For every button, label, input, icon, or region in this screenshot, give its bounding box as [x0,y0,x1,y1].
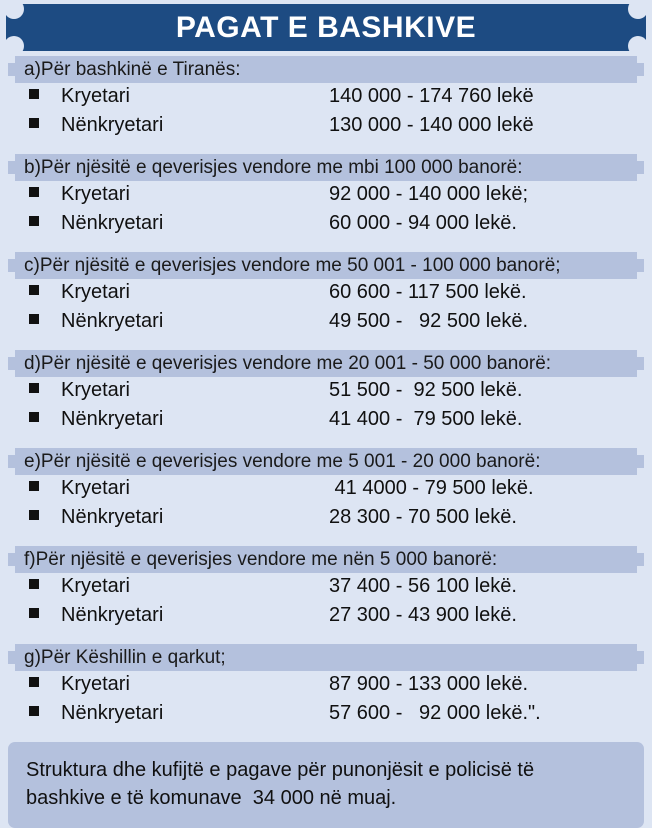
salary-row [0,379,652,408]
page-title: PAGAT E BASHKIVE [175,10,477,44]
salary-row [0,114,652,143]
salary-section [0,644,652,731]
salary-row [0,310,652,339]
salary-row-role: Nënkryetari [61,702,164,724]
salary-row [0,183,652,212]
section-rows [0,377,652,437]
band-chamfer-bottom-left [7,664,15,672]
section-heading-band [8,56,644,83]
section-heading-band [8,154,644,181]
section-heading-band [8,252,644,279]
salary-row [0,408,652,437]
ribbon-notch-top-left [4,0,24,19]
salary-row [0,673,652,702]
square-bullet-icon [29,89,39,99]
salary-row-role: Nënkryetari [61,114,164,136]
band-chamfer-top-right [637,153,645,161]
band-chamfer-top-right [637,643,645,651]
ribbon-notch-top-right [628,0,648,19]
square-bullet-icon [29,285,39,295]
section-rows [0,671,652,731]
band-chamfer-top-right [637,447,645,455]
salary-row-amount: 37 400 - 56 100 lekë. [329,575,517,597]
section-heading-label: d)Për njësitë e qeverisjes vendore me 20 001 - 50 000 banorë: [24,353,552,374]
footer-note [8,742,644,828]
title-ribbon [6,4,646,51]
salary-row-role: Kryetari [61,477,130,499]
salary-row-amount: 41 4000 - 79 500 lekë. [329,477,534,499]
salary-section [0,546,652,633]
band-chamfer-bottom-left [7,174,15,182]
section-heading-label: b)Për njësitë e qeverisjes vendore me mbi 100 000 banorë: [24,157,523,178]
salary-row-role: Kryetari [61,379,130,401]
section-rows [0,181,652,241]
ribbon-notch-bottom-left [4,36,24,56]
section-heading-label: e)Për njësitë e qeverisjes vendore me 5 001 - 20 000 banorë: [24,451,541,472]
section-heading-band [8,350,644,377]
square-bullet-icon [29,706,39,716]
section-heading-label: g)Për Këshillin e qarkut; [24,647,226,668]
band-chamfer-top-right [637,251,645,259]
square-bullet-icon [29,412,39,422]
salary-section [0,154,652,241]
band-chamfer-bottom-left [7,566,15,574]
salary-row [0,281,652,310]
square-bullet-icon [29,314,39,324]
salary-row-role: Nënkryetari [61,506,164,528]
square-bullet-icon [29,510,39,520]
section-rows [0,475,652,535]
salary-row [0,85,652,114]
salary-sections [0,56,652,731]
salary-row [0,575,652,604]
salary-row-role: Kryetari [61,183,130,205]
square-bullet-icon [29,677,39,687]
square-bullet-icon [29,216,39,226]
square-bullet-icon [29,481,39,491]
salary-row-amount: 27 300 - 43 900 lekë. [329,604,517,626]
salary-row-amount: 130 000 - 140 000 lekë [329,114,534,136]
square-bullet-icon [29,118,39,128]
salary-row-role: Kryetari [61,281,130,303]
section-rows [0,573,652,633]
band-chamfer-bottom-left [7,370,15,378]
salary-row-amount: 49 500 - 92 500 lekë. [329,310,529,332]
salary-row-role: Nënkryetari [61,408,164,430]
salary-section [0,350,652,437]
section-heading-band [8,546,644,573]
square-bullet-icon [29,187,39,197]
section-rows [0,279,652,339]
salary-row [0,506,652,535]
band-chamfer-bottom-left [7,76,15,84]
band-chamfer-top-right [637,545,645,553]
salary-row-amount: 60 000 - 94 000 lekë. [329,212,517,234]
salary-section [0,252,652,339]
salary-row-amount: 41 400 - 79 500 lekë. [329,408,523,430]
salary-section [0,448,652,535]
salary-row-amount: 87 900 - 133 000 lekë. [329,673,529,695]
section-heading-band [8,644,644,671]
footer-note-line-2: bashkive e të komunave 34 000 në muaj. [26,787,397,809]
salary-row-role: Kryetari [61,85,130,107]
salary-row-amount: 28 300 - 70 500 lekë. [329,506,517,528]
ribbon-notch-bottom-right [628,36,648,56]
salary-section [0,56,652,143]
footer-note-line-1: Struktura dhe kufijtë e pagave për punonjësit e policisë të [26,759,535,781]
salary-row-amount: 140 000 - 174 760 lekë [329,85,534,107]
section-heading-label: c)Për njësitë e qeverisjes vendore me 50 001 - 100 000 banorë; [24,255,561,276]
salary-row-role: Kryetari [61,673,130,695]
salary-row [0,604,652,633]
band-chamfer-bottom-left [7,468,15,476]
salary-row-role: Nënkryetari [61,604,164,626]
salary-row-role: Nënkryetari [61,310,164,332]
square-bullet-icon [29,579,39,589]
salary-row-role: Nënkryetari [61,212,164,234]
square-bullet-icon [29,608,39,618]
section-heading-label: f)Për njësitë e qeverisjes vendore me nën 5 000 banorë: [24,549,498,570]
salary-row [0,212,652,241]
band-chamfer-bottom-left [7,272,15,280]
section-heading-label: a)Për bashkinë e Tiranës: [24,59,241,80]
band-chamfer-top-right [637,349,645,357]
section-heading-band [8,448,644,475]
salary-row-amount: 92 000 - 140 000 lekë; [329,183,529,205]
salary-row-role: Kryetari [61,575,130,597]
salary-row-amount: 51 500 - 92 500 lekë. [329,379,523,401]
salary-row [0,702,652,731]
square-bullet-icon [29,383,39,393]
title-banner [0,4,652,56]
salary-row [0,477,652,506]
salary-row-amount: 60 600 - 117 500 lekë. [329,281,527,303]
band-chamfer-top-right [637,55,645,63]
section-rows [0,83,652,143]
salary-row-amount: 57 600 - 92 000 lekë.". [329,702,541,724]
